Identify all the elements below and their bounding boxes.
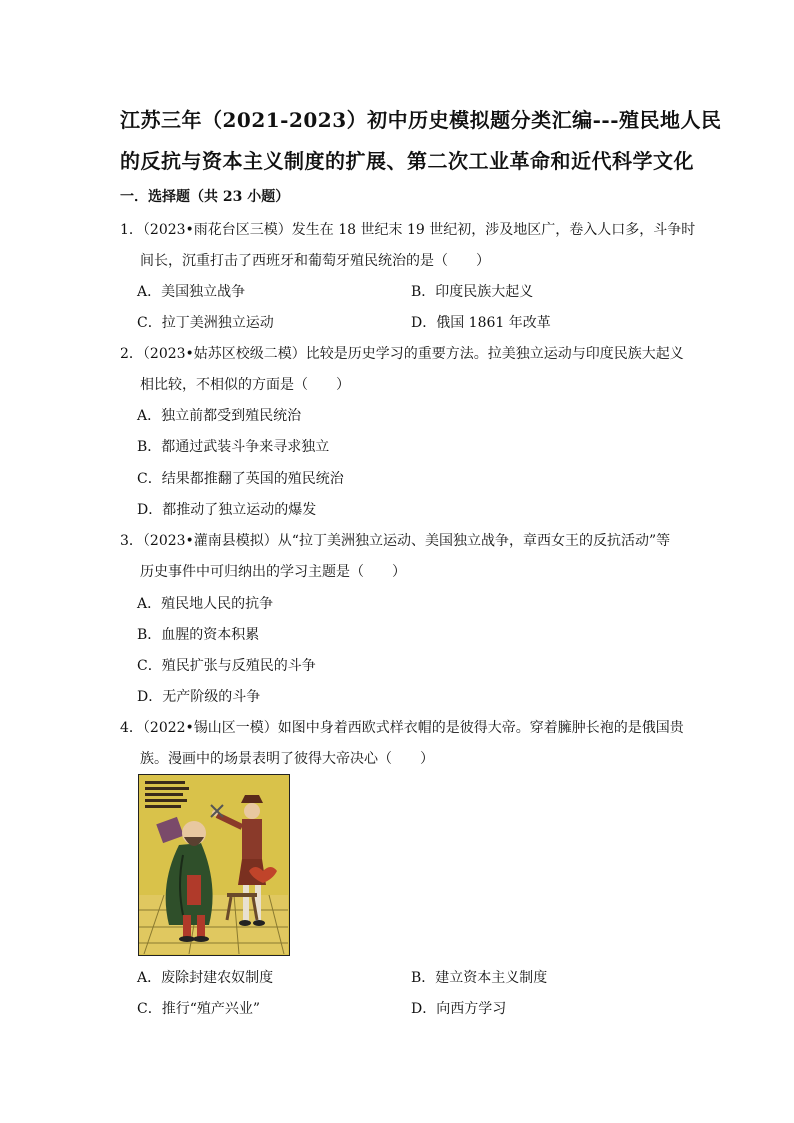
question-1-line-1: 1．（2023•雨花台区三模）发生在 18 世纪末 19 世纪初，涉及地区广，卷入人口多，斗争时 — [120, 222, 696, 238]
question-2-line-2: 相比较，不相似的方面是（ ） — [140, 377, 350, 393]
question-3-option-a: A．殖民地人民的抗争 — [137, 596, 274, 612]
question-1-option-d: D．俄国 1861 年改革 — [411, 315, 551, 331]
cartoon-figure — [138, 774, 290, 956]
question-4-line-1: 4．（2022•锡山区一模）如图中身着西欧式样衣帽的是彼得大帝。穿着臃肿长袍的是俄国贵 — [120, 720, 684, 736]
question-3-option-d: D．无产阶级的斗争 — [137, 689, 261, 705]
question-2-option-d: D．都推动了独立运动的爆发 — [137, 502, 317, 518]
question-3-option-c: C．殖民扩张与反殖民的斗争 — [137, 658, 316, 674]
question-1-line-2: 间长，沉重打击了西班牙和葡萄牙殖民统治的是（ ） — [140, 253, 490, 269]
question-1-option-a: A．美国独立战争 — [137, 284, 246, 300]
question-3-line-1: 3．（2023•灌南县模拟）从“拉丁美洲独立运动、美国独立战争，章西女王的反抗活动”等 — [120, 533, 671, 549]
question-4-option-b: B．建立资本主义制度 — [411, 970, 548, 986]
page-title-line-2: 的反抗与资本主义制度的扩展、第二次工业革命和近代科学文化 — [120, 149, 694, 173]
question-4-option-c: C．推行“殖产兴业” — [137, 1001, 261, 1017]
question-2-option-c: C．结果都推翻了英国的殖民统治 — [137, 471, 344, 487]
page-title-line-1: 江苏三年（2021-2023）初中历史模拟题分类汇编---殖民地人民 — [120, 108, 722, 132]
question-4-option-a: A．废除封建农奴制度 — [137, 970, 274, 986]
section-heading: 一．选择题（共 23 小题） — [120, 189, 290, 205]
question-3-line-2: 历史事件中可归纳出的学习主题是（ ） — [140, 564, 406, 580]
question-1-option-b: B．印度民族大起义 — [411, 284, 534, 300]
question-2-option-b: B．都通过武装斗争来寻求独立 — [137, 439, 330, 455]
cartoon-illustration — [139, 775, 288, 954]
question-4-option-d: D．向西方学习 — [411, 1001, 507, 1017]
question-4-line-2: 族。漫画中的场景表明了彼得大帝决心（ ） — [140, 751, 434, 767]
question-2-option-a: A．独立前都受到殖民统治 — [137, 408, 302, 424]
question-1-option-c: C．拉丁美洲独立运动 — [137, 315, 274, 331]
question-2-line-1: 2．（2023•姑苏区校级二模）比较是历史学习的重要方法。拉美独立运动与印度民族大起义 — [120, 346, 684, 362]
question-3-option-b: B．血腥的资本积累 — [137, 627, 260, 643]
